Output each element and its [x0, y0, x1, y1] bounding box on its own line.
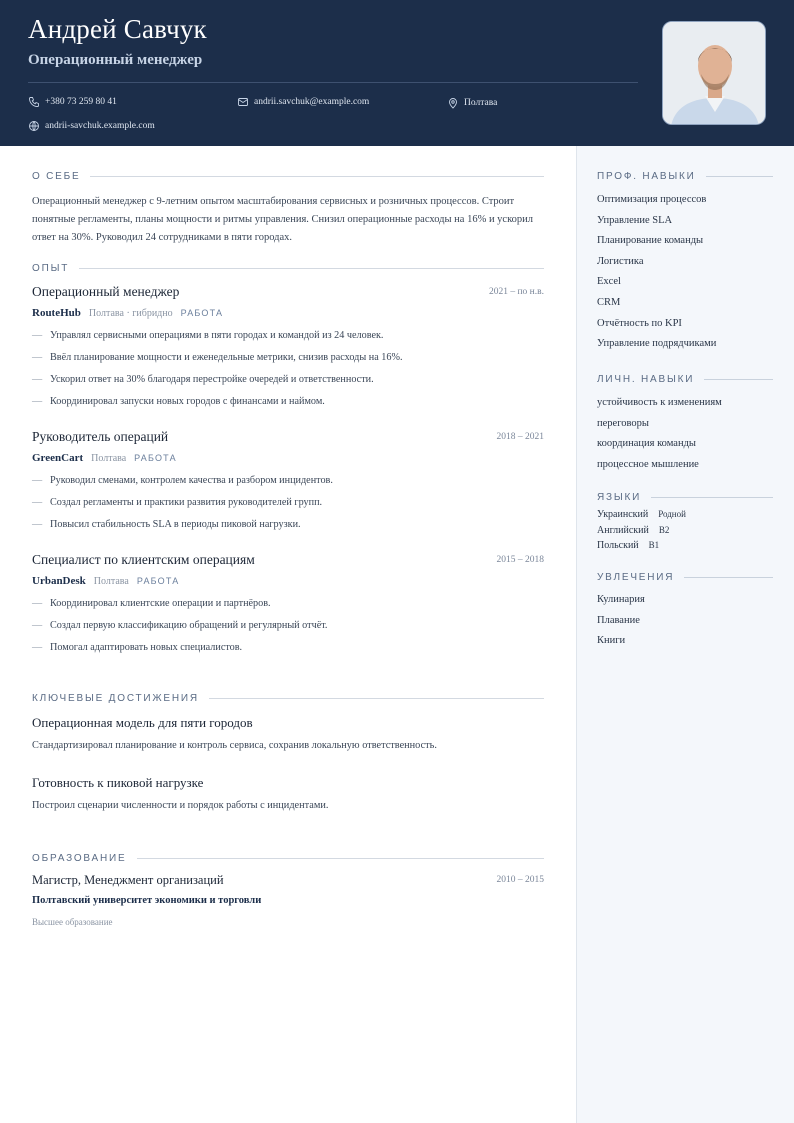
soft-skills-title: ЛИЧН. НАВЫКИ — [597, 374, 695, 385]
heading-rule — [209, 698, 544, 699]
achievement-desc: Стандартизировал планирование и контроль сервиса, сохранив локальную ответственность. — [32, 740, 437, 751]
bullet-item: — Руководил сменами, контролем качества и разбором инцидентов. — [32, 470, 333, 492]
location-text: Полтава — [464, 98, 498, 108]
job-bullets — [32, 325, 403, 413]
achievement-title: Операционная модель для пяти городов — [32, 715, 253, 730]
bullet-item: — Создал первую классификацию обращений и регулярный отчёт. — [32, 615, 327, 637]
skill-item: Отчётность по KPI — [597, 317, 682, 329]
soft-skill-item: процессное мышление — [597, 458, 699, 470]
language-item — [597, 538, 686, 554]
candidate-name: Андрей Савчук — [28, 14, 207, 44]
education-degree: Магистр, Менеджмент организаций — [32, 873, 224, 887]
globe-icon — [28, 120, 40, 132]
job-title: Специалист по клиентским операциям — [32, 552, 255, 567]
candidate-role: Операционный менеджер — [28, 52, 203, 68]
bullet-text: Повысил стабильность SLA в периоды пиковой нагрузки. — [50, 519, 301, 530]
prof-skills-list — [597, 190, 716, 355]
phone-icon — [28, 96, 40, 108]
job-dates: 2015 – 2018 — [496, 555, 544, 565]
email-text: andrii.savchuk@example.com — [254, 97, 370, 107]
skill-item: Оптимизация процессов — [597, 194, 707, 205]
language-level: Родной — [658, 509, 686, 519]
experience-heading — [32, 263, 544, 274]
prof-skills-heading — [597, 171, 773, 182]
soft-skills-list — [597, 393, 722, 475]
bullet-item: — Координировал клиентские операции и партнёров. — [32, 593, 327, 615]
heading-rule — [651, 497, 773, 498]
website-text: andrii-savchuk.example.com — [45, 121, 155, 131]
achievements-heading — [32, 693, 544, 704]
soft-skill-item: переговоры — [597, 417, 649, 429]
summary-title: О СЕБЕ — [32, 171, 81, 182]
soft-skill-item: устойчивость к изменениям — [597, 397, 722, 408]
bullet-text: Ускорил ответ на 30% благодаря перестройке очередей и ответственности. — [50, 374, 374, 385]
languages-title: ЯЗЫКИ — [597, 492, 642, 503]
company-name: UrbanDesk — [32, 575, 86, 587]
experience-title: ОПЫТ — [32, 263, 70, 274]
bullet-text: Ввёл планирование мощности и еженедельные метрики, снизив расходы на 16%. — [50, 352, 403, 363]
skill-item: Логистика — [597, 255, 644, 267]
summary-text: Операционный менеджер с 9-летним опытом масштабирования сервисных и розничных процессов. Строит понятные регламенты, планы мощности и ритмы управления. Снизил операционные расходы на 16% и ускорил ответ на 30%. Руководил 24 сотрудниками в пяти городах. — [32, 196, 534, 243]
resume-sidebar — [576, 146, 794, 1123]
contact-phone[interactable] — [28, 96, 117, 108]
achievement-desc: Построил сценарии численности и порядок работы с инцидентами. — [32, 800, 329, 811]
heading-rule — [79, 268, 544, 269]
language-name: Английский — [597, 524, 649, 536]
bullet-item: — Управлял сервисными операциями в пяти городах и командой из 24 человек. — [32, 325, 403, 347]
heading-rule — [704, 379, 773, 380]
bullet-item: — Повысил стабильность SLA в периоды пиковой нагрузки. — [32, 514, 333, 536]
heading-rule — [90, 176, 544, 177]
soft-skill-item: координация команды — [597, 438, 696, 450]
bullet-item: — Ускорил ответ на 30% благодаря перестройке очередей и ответственности. — [32, 369, 403, 391]
bullet-item: — Ввёл планирование мощности и еженедельные метрики, снизив расходы на 16%. — [32, 347, 403, 369]
heading-rule — [684, 577, 773, 578]
language-item — [597, 507, 686, 523]
languages-heading — [597, 492, 773, 503]
education-school: Полтавский университет экономики и торговли — [32, 895, 262, 906]
skill-item: Управление SLA — [597, 214, 673, 226]
job-meta — [32, 575, 179, 587]
job-dates: 2018 – 2021 — [496, 432, 544, 442]
resume-header — [0, 0, 794, 146]
hobbies-title: УВЛЕЧЕНИЯ — [597, 572, 675, 583]
education-dates: 2010 – 2015 — [496, 875, 544, 885]
contact-website[interactable] — [28, 120, 155, 132]
hobby-item: Кулинария — [597, 594, 645, 605]
language-name: Украинский — [597, 509, 649, 520]
bullet-item: — Координировал запуски новых городов с финансами и наймом. — [32, 391, 403, 413]
summary-heading — [32, 171, 544, 182]
contact-email[interactable] — [237, 96, 369, 108]
language-level: B2 — [658, 524, 670, 535]
bullet-text: Помогал адаптировать новых специалистов. — [50, 642, 243, 653]
hobby-item: Плавание — [597, 614, 640, 626]
header-divider — [28, 82, 638, 83]
map-pin-icon — [447, 97, 459, 109]
achievements-title: КЛЮЧЕВЫЕ ДОСТИЖЕНИЯ — [32, 693, 199, 704]
education-title: ОБРАЗОВАНИЕ — [32, 853, 127, 864]
language-name: Польский — [597, 540, 639, 551]
bullet-item: — Создал регламенты и практики развития руководителей групп. — [32, 492, 333, 514]
job-location: Полтава — [91, 453, 127, 464]
job-type: РАБОТА — [134, 453, 177, 463]
hobbies-list — [597, 590, 645, 652]
phone-text: +380 73 259 80 41 — [45, 97, 117, 107]
skill-item: Управление подрядчиками — [597, 338, 717, 350]
job-type: РАБОТА — [136, 576, 180, 586]
company-name: RouteHub — [32, 307, 81, 319]
job-type: РАБОТА — [180, 308, 224, 318]
skill-item: Планирование команды — [597, 235, 704, 247]
company-name: GreenCart — [32, 452, 84, 464]
achievement-title: Готовность к пиковой нагрузке — [32, 775, 204, 790]
bullet-text: Управлял сервисными операциями в пяти городах и командой из 24 человек. — [50, 330, 384, 341]
contact-location — [447, 97, 497, 109]
job-bullets — [32, 470, 333, 536]
skill-item: CRM — [597, 296, 621, 308]
languages-list — [597, 507, 686, 554]
job-dates: 2021 – по н.в. — [488, 287, 544, 297]
profile-photo — [662, 21, 766, 125]
job-meta — [32, 307, 223, 319]
job-location: Полтава — [93, 576, 129, 587]
job-title: Операционный менеджер — [32, 284, 180, 299]
bullet-text: Руководил сменами, контролем качества и разбором инцидентов. — [50, 475, 333, 486]
soft-skills-heading — [597, 374, 773, 385]
bullet-item: — Помогал адаптировать новых специалистов. — [32, 637, 327, 659]
job-title: Руководитель операций — [32, 429, 169, 444]
language-item — [597, 523, 686, 539]
heading-rule — [706, 176, 773, 177]
bullet-text: Создал регламенты и практики развития руководителей групп. — [50, 497, 323, 508]
job-location: Полтава · гибридно — [88, 308, 173, 319]
bullet-text: Координировал запуски новых городов с финансами и наймом. — [50, 396, 325, 407]
language-level: B1 — [648, 540, 660, 550]
job-bullets — [32, 593, 327, 659]
mail-icon — [237, 96, 249, 108]
education-heading — [32, 853, 544, 864]
hobby-item: Книги — [597, 635, 626, 647]
heading-rule — [137, 858, 545, 859]
bullet-text: Координировал клиентские операции и партнёров. — [50, 598, 271, 609]
prof-skills-title: ПРОФ. НАВЫКИ — [597, 171, 696, 182]
skill-item: Excel — [597, 276, 621, 288]
job-meta — [32, 452, 177, 464]
bullet-text: Создал первую классификацию обращений и регулярный отчёт. — [50, 620, 328, 631]
education-level: Высшее образование — [32, 917, 113, 927]
hobbies-heading — [597, 572, 773, 583]
